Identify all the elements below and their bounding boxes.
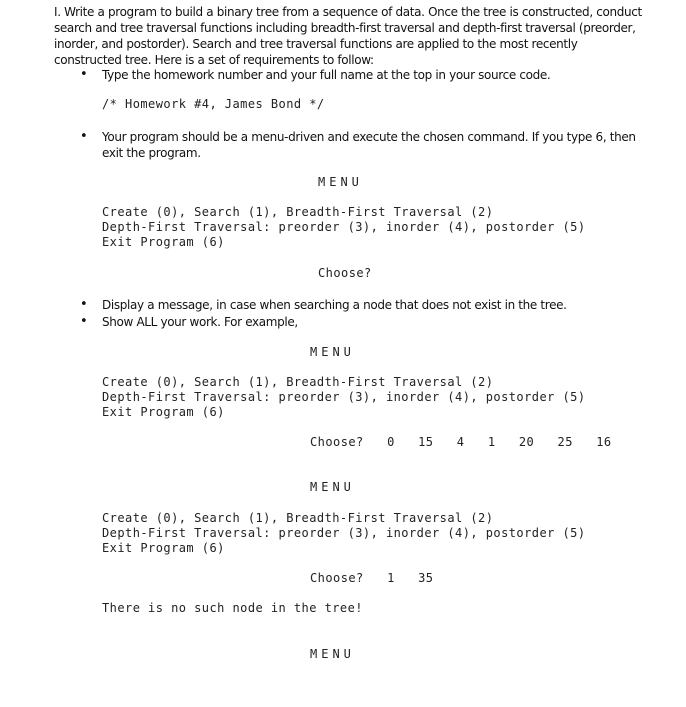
- menu-line-exit: Exit Program (6): [102, 235, 225, 249]
- menu-line-exit: Exit Program (6): [102, 541, 225, 555]
- bullet-icon: •: [80, 314, 88, 329]
- bullet-icon: •: [80, 297, 88, 312]
- bullet-text: Type the homework number and your full name at the top in your source code.: [102, 68, 551, 82]
- bullet-item-homework-header: [80, 67, 640, 83]
- menu-line-depth-first: Depth-First Traversal: preorder (3), inorder (4), postorder (5): [102, 220, 586, 234]
- menu-line-create-search: Create (0), Search (1), Breadth-First Traversal (2): [102, 511, 494, 525]
- menu-line-depth-first: Depth-First Traversal: preorder (3), inorder (4), postorder (5): [102, 526, 586, 540]
- bullet-text: Show ALL your work. For example,: [102, 315, 298, 329]
- menu-line-depth-first: Depth-First Traversal: preorder (3), inorder (4), postorder (5): [102, 390, 586, 404]
- bullet-icon: •: [80, 129, 88, 144]
- code-comment-example: /* Homework #4, James Bond */: [102, 97, 325, 111]
- bullet-item-display-message: [80, 297, 640, 313]
- bullet-item-menu-driven: [80, 129, 640, 161]
- not-found-message: There is no such node in the tree!: [102, 601, 363, 615]
- menu-line-create-search: Create (0), Search (1), Breadth-First Traversal (2): [102, 375, 494, 389]
- example-input-create: Choose? 0 15 4 1 20 25 16: [310, 435, 612, 449]
- menu-title: MENU: [310, 647, 355, 661]
- bullet-text: Your program should be a menu-driven and execute the chosen command. If you type 6, then exit the program.: [102, 130, 636, 160]
- bullet-icon: •: [80, 67, 88, 82]
- example-input-search: Choose? 1 35: [310, 571, 434, 585]
- menu-prompt: Choose?: [318, 266, 372, 280]
- assignment-intro: I. Write a program to build a binary tree from a sequence of data. Once the tree is constructed, conduct search and tree traversal functions including breadth-first traversal and depth-first traversal (preorder, inorder, and postorder). Search and tree traversal functions are applied to the most recently constructed tree. Here is a set of requirements to follow:: [54, 5, 642, 67]
- menu-title: MENU: [318, 175, 363, 189]
- menu-line-exit: Exit Program (6): [102, 405, 225, 419]
- menu-title: MENU: [310, 345, 355, 359]
- menu-line-create-search: Create (0), Search (1), Breadth-First Traversal (2): [102, 205, 494, 219]
- bullet-text: Display a message, in case when searching a node that does not exist in the tree.: [102, 298, 567, 312]
- bullet-item-show-work: [80, 314, 640, 330]
- menu-title: MENU: [310, 480, 355, 494]
